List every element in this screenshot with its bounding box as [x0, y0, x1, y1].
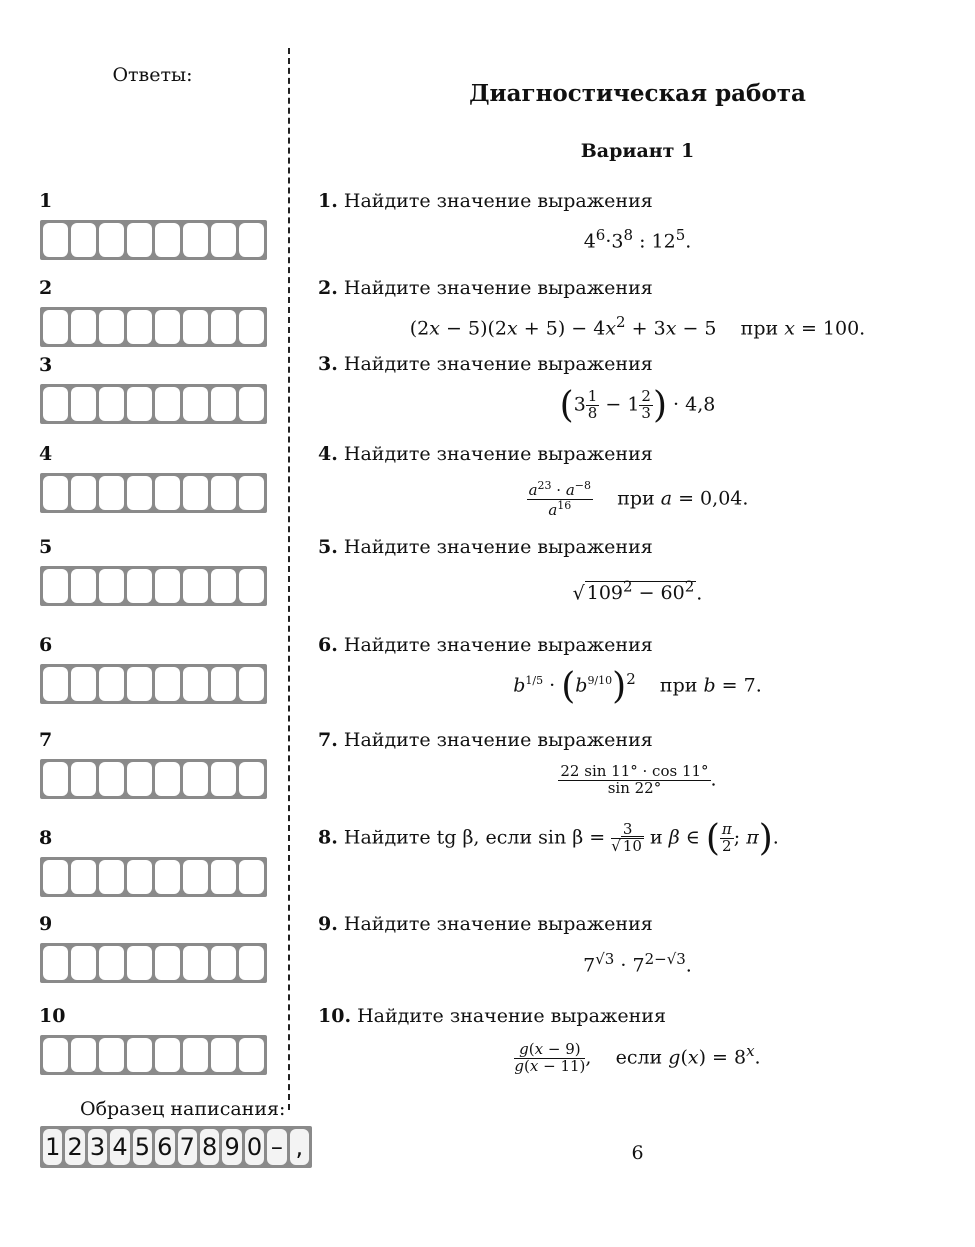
- task-text: Найдите значение выражения: [343, 634, 653, 656]
- task-number: 3.: [318, 353, 338, 375]
- task-number: 1.: [318, 190, 338, 212]
- formula-7: $\frac{22 \sin 11^\circ \cdot \cos 11^\circ}{\sin 22^\circ}$ .: [560, 762, 717, 797]
- formula-4: $\frac{a^{23} \cdot a^{-8}}{a^{16}}$ при a = 0,04.: [528, 479, 749, 519]
- sample-digits: [40, 1126, 312, 1168]
- task-9: [318, 913, 653, 935]
- sample-char: 1: [43, 1129, 62, 1165]
- formula-3: (3 $\frac{1}{8}$ − 1 $\frac{2}{3}$ ) · 4,8: [559, 385, 716, 426]
- sample-char: –: [267, 1129, 286, 1165]
- answer-number-6: 6: [39, 634, 53, 656]
- task-number: 9.: [318, 913, 338, 935]
- formula-6: $b^{1/5} \cdot (b^{9/10})^2$ при b = 7.: [513, 666, 762, 707]
- answer-number-10: 10: [39, 1005, 66, 1027]
- formula-2: $(2x - 5)(2x + 5) - 4x^2 + 3x - 5$ при x = 100.: [409, 313, 866, 340]
- formula-1: $4^6\cdot 3^8$ : $12^5$.: [583, 226, 692, 253]
- answer-boxes-3[interactable]: [40, 384, 267, 424]
- answer-boxes-2[interactable]: [40, 307, 267, 347]
- sample-char: 2: [65, 1129, 84, 1165]
- task-2: [318, 277, 653, 299]
- answer-number-4: 4: [39, 443, 53, 465]
- task-text: Найдите tg β, если sin β =: [343, 826, 606, 849]
- task-8: 8. Найдите tg β, если sin β = $\frac{3}{√ 10}$ и β ∈ ( $\frac{\pi}{2}$ ; π).: [318, 818, 779, 859]
- formula-5: √ $109^2 - 60^2$ .: [572, 578, 703, 605]
- answer-number-7: 7: [39, 729, 53, 751]
- task-text: Найдите значение выражения: [357, 1005, 666, 1027]
- task-4: [318, 443, 653, 465]
- answer-boxes-6[interactable]: [40, 664, 267, 704]
- task-number: 4.: [318, 443, 338, 465]
- answer-boxes-10[interactable]: [40, 1035, 267, 1075]
- task-text: Найдите значение выражения: [343, 277, 653, 299]
- task-text: Найдите значение выражения: [343, 913, 653, 935]
- page-number: 6: [631, 1142, 644, 1164]
- sample-char: 0: [245, 1129, 264, 1165]
- answer-number-9: 9: [39, 913, 53, 935]
- answer-boxes-7[interactable]: [40, 759, 267, 799]
- task-number: 2.: [318, 277, 338, 299]
- word-pri: при: [659, 674, 698, 697]
- sample-char: 5: [133, 1129, 152, 1165]
- answer-boxes-4[interactable]: [40, 473, 267, 513]
- task-text: Найдите значение выражения: [343, 729, 653, 751]
- task-text: Найдите значение выражения: [343, 443, 653, 465]
- task-3: [318, 353, 653, 375]
- task-text: Найдите значение выражения: [343, 190, 653, 212]
- answer-boxes-8[interactable]: [40, 857, 267, 897]
- answer-number-3: 3: [39, 354, 53, 376]
- sample-char: ,: [290, 1129, 309, 1165]
- task-5: [318, 536, 653, 558]
- word-and: и: [649, 826, 663, 849]
- word-esli: если: [615, 1046, 663, 1069]
- task-text: Найдите значение выражения: [343, 536, 653, 558]
- formula-9: $7^{√3} \cdot 7^{2-√3}$.: [583, 950, 692, 977]
- task-number: 8.: [318, 826, 338, 849]
- formula-10: $\frac{g(x - 9)}{g(x - 11)}$ , если $g(x) = 8^x$.: [514, 1040, 761, 1075]
- sample-char: 7: [178, 1129, 197, 1165]
- task-6: [318, 634, 653, 656]
- task-number: 7.: [318, 729, 338, 751]
- task-number: 6.: [318, 634, 338, 656]
- task-10: [318, 1005, 666, 1027]
- sample-char: 3: [88, 1129, 107, 1165]
- answer-boxes-5[interactable]: [40, 566, 267, 606]
- word-pri: при: [617, 487, 655, 510]
- answer-number-8: 8: [39, 827, 53, 849]
- task-number: 5.: [318, 536, 338, 558]
- answer-number-5: 5: [39, 536, 53, 558]
- answer-boxes-9[interactable]: [40, 943, 267, 983]
- sample-char: 9: [222, 1129, 241, 1165]
- cut-line-divider: [288, 48, 290, 1110]
- sample-char: 6: [155, 1129, 174, 1165]
- page-title: Диагностическая работа: [469, 80, 806, 107]
- sample-char: 8: [200, 1129, 219, 1165]
- word-pri: при: [740, 317, 779, 340]
- answer-boxes-1[interactable]: [40, 220, 267, 260]
- sample-char: 4: [110, 1129, 129, 1165]
- answers-title: Ответы:: [112, 64, 193, 86]
- task-7: [318, 729, 653, 751]
- task-text: Найдите значение выражения: [343, 353, 653, 375]
- task-1: [318, 190, 653, 212]
- answer-number-1: 1: [39, 190, 53, 212]
- sample-label: Образец написания:: [80, 1098, 286, 1120]
- task-number: 10.: [318, 1005, 352, 1027]
- variant-label: Вариант 1: [580, 140, 695, 162]
- answer-number-2: 2: [39, 277, 53, 299]
